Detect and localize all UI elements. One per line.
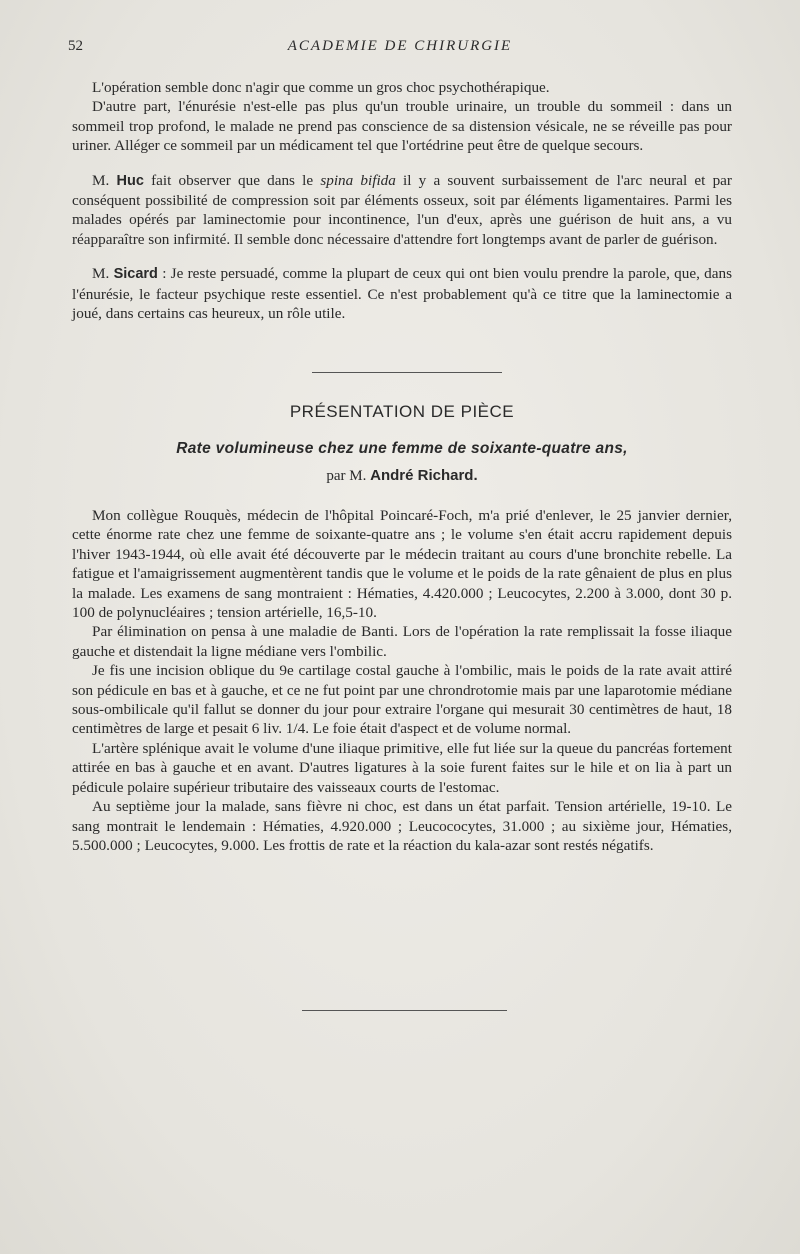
italic-term: spina bifida [320,171,396,189]
speaker-name: Huc [116,172,144,189]
speaker-name: Sicard [113,266,158,283]
paragraph: Au septième jour la malade, sans fièvre ni choc, est dans un état parfait. Tension artérielle, 19-10. Le sang montrait le lendemain : Hématies, 4.920.000 ; Leucococytes, 31.000 ; au sixième jour, Hématies, 5.500.000 ; Leucocytes, 9.000. Les frottis de rate et la réaction du kala-azar sont restés négatifs. [72,798,732,854]
paragraph: D'autre part, l'énurésie n'est-elle pas plus qu'un trouble urinaire, un trouble du sommeil : dans un sommeil trop profond, le malade ne prend pas conscience de sa distension vésicale, ne se réveille pas pour uriner. Alléger ce sommeil par un médicament tel que l'ortédrine peut être de quelque secours. [72,98,732,155]
huc-remark [72,171,732,250]
page-number: 52 [68,38,83,54]
running-title: ACADEMIE DE CHIRURGIE [287,38,513,54]
title-prefix: M. [92,265,114,283]
section-heading: PRÉSENTATION DE PIÈCE [289,402,515,421]
paragraph: L'opération semble donc n'agir que comme un gros choc psychothérapique. [92,79,550,96]
article-body [72,506,732,855]
discussion-block [72,78,732,323]
title-prefix: M. [92,171,117,189]
paragraph: L'artère splénique avait le volume d'une iliaque primitive, elle fut liée sur la queue du pancréas fortement attirée en bas à gauche et en avant. D'autres ligatures à la soie furent faites sur le hile et on lia à part un pédicule polaire supérieur tributaire des vaisseaux courts de l'estomac. [72,739,732,796]
byline-prefix: par M. [326,468,371,484]
section-divider [312,372,502,373]
remark-text: : Je reste persuadé, comme la plupart de ceux qui ont bien voulu prendre la parole, que, dans l'énurésie, le facteur psychique reste essentiel. Ce n'est probablement qu'à ce titre que la laminectomie a joué, dans certains cas heureux, un rôle utile. [72,265,732,323]
paragraph: Je fis une incision oblique du 9e cartilage costal gauche à l'ombilic, mais le poids de la rate avait attiré son pédicule en bas et à gauche, et ce ne fut point par une chrondrotomie mais par une laparotomie médiane sous-ombilicale qu'il fallut se donner du jour pour extraire l'organe qui mesurait 30 centimètres de haut, 18 centimètres de large et pesait 6 liv. 1/4. Le foie était d'aspect et de volume normal. [72,662,732,738]
page-header [68,38,732,62]
paragraph: Mon collègue Rouquès, médecin de l'hôpital Poincaré-Foch, m'a prié d'enlever, le 25 janvier dernier, cette énorme rate chez une femme de soixante-quatre ans ; le volume s'en était accru rapidement depuis l'hiver 1943-1944, où elle avait été découverte par le médecin traitant au cours d'une bronchite rebelle. La fatigue et l'amaigrissement augmentèrent tandis que le volume et le poids de la rate gênaient de plus en plus la malade. Les examens de sang montraient : Hématies, 4.420.000 ; Leucocytes, 2.200 à 3.000, dont 30 p. 100 de polynucléaires ; tension artérielle, 16,5-10. [72,507,732,622]
remark-text: il y a souvent surbaissement de l'arc neural et par conséquent possibilité de compression soit par éléments osseux, soit par éléments ligamentaires. Parmi les malades opérés par laminectomie pour incontinence, l'un d'eux, après une guérison de huit ans, a vu réapparaître son infirmité. Il semble donc nécessaire d'attendre fort longtemps avant de parler de guérison. [72,171,732,248]
paragraph: Par élimination on pensa à une maladie de Banti. Lors de l'opération la rate remplissait la fosse iliaque gauche et distendait la ligne médiane vers l'ombilic. [72,623,732,660]
article-title: Rate volumineuse chez une femme de soixante-quatre ans, [176,440,628,457]
end-divider [302,1010,507,1011]
byline [72,467,732,485]
remark-text: fait observer que dans le [143,171,321,189]
sicard-remark [72,264,732,323]
author-name: André Richard. [370,467,478,484]
